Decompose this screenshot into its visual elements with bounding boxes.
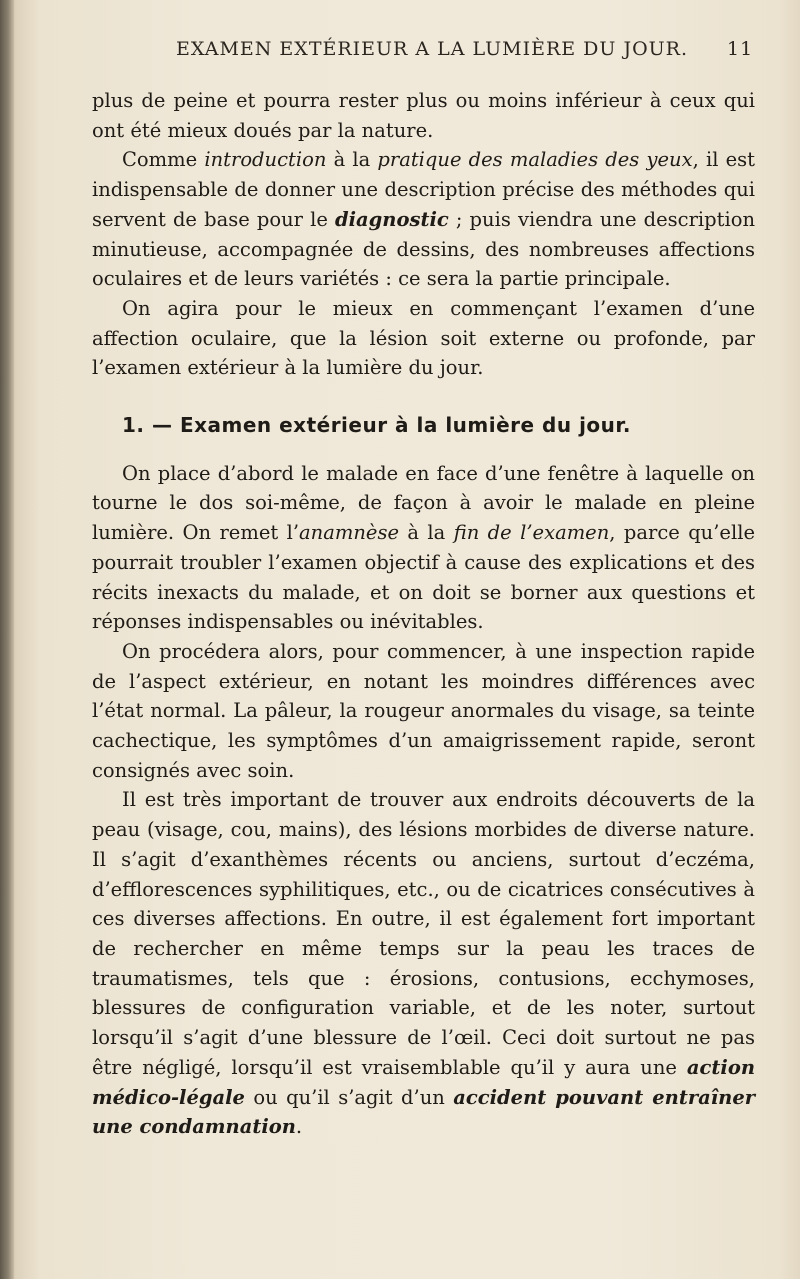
paragraph-2-italic-3: diagnostic (334, 207, 449, 231)
paragraph-6 (92, 785, 755, 1141)
paragraph-4-italic-1: anamnèse (299, 521, 399, 545)
paragraph-4-text-1: On place d’abord le malade en face d’une fenêtre à laquelle on tourne le dos soi-même, de façon à avoir le malade en pleine lumière. On remet l’ (92, 461, 755, 545)
paragraph-3: On agira pour le mieux en commençant l’examen d’une affection oculaire, que la lésion soit externe ou profonde, par l’examen extérieur à la lumière du jour. (92, 296, 755, 380)
paragraph-6-italic-1: action médico-légale (92, 1055, 755, 1109)
paragraph-2-italic-2: pratique des maladies des yeux (377, 148, 693, 172)
page-body (92, 86, 755, 1142)
running-header (0, 38, 800, 68)
paragraph-2-italic-1: introduction (204, 148, 327, 172)
paragraph-2-text-3: , il est indispensable de donner une description précise des méthodes qui servent de base pour le (92, 148, 756, 231)
running-title: EXAMEN EXTÉRIEUR A LA LUMIÈRE DU JOUR. (176, 38, 689, 60)
paragraph-2-text-4: ; puis viendra une description minutieuse, accompagnée de dessins, des nombreuses affections oculaires et de leurs variétés : ce sera la partie principale. (92, 207, 756, 291)
paragraph-4 (92, 459, 755, 637)
paragraph-4-text-2: à la (399, 521, 454, 545)
paragraph-6-text-3: . (295, 1115, 303, 1139)
book-spine-shadow (0, 0, 14, 1279)
paragraph-2-text-2: à la (326, 148, 378, 172)
section-heading: 1. — Examen extérieur à la lumière du jour. (122, 413, 632, 438)
paragraph-6-text-1: Il est très important de trouver aux endroits découverts de la peau (visage, cou, mains), des lésions morbides de diverse nature. Il s’agit d’exanthèmes récents ou anciens, surtout d’eczéma, d’efflorescences syphilitiques, etc., ou de cicatrices consécutives à ces diverses affections. En outre, il est également fort important de rechercher en même temps sur la peau les traces de traumatismes, tels que : érosions, contusions, ecchymoses, blessures de configuration variable, et de les noter, surtout lorsqu’il s’agit d’une blessure de l’œil. Ceci doit surtout ne pas être négligé, lorsqu’il est vraisemblable qu’il y aura une (92, 788, 755, 1079)
paragraph-2 (92, 145, 755, 294)
paragraph-4-text-3: , parce qu’elle pourrait troubler l’examen objectif à cause des explications et des récits inexacts du malade, et on doit se borner aux questions et réponses indispensables ou inévitables. (92, 521, 755, 634)
paragraph-1: plus de peine et pourra rester plus ou moins inférieur à ceux qui ont été mieux doués par la nature. (92, 89, 755, 142)
paragraph-4-italic-2: fin de l’examen (453, 521, 610, 545)
paragraph-2-text-1: Comme (122, 148, 205, 172)
page-number: 11 (727, 38, 754, 60)
paragraph-6-text-2: ou qu’il s’agit d’un (244, 1085, 454, 1109)
paragraph-5: On procédera alors, pour commencer, à une inspection rapide de l’aspect extérieur, en notant les moindres différences avec l’état normal. La pâleur, la rougeur anormales du visage, sa teinte cachectique, les symptômes d’un amaigrissement rapide, seront consignés avec soin. (92, 639, 755, 782)
paragraph-6-italic-2: accident pouvant entraîner une condamnation (92, 1085, 755, 1139)
